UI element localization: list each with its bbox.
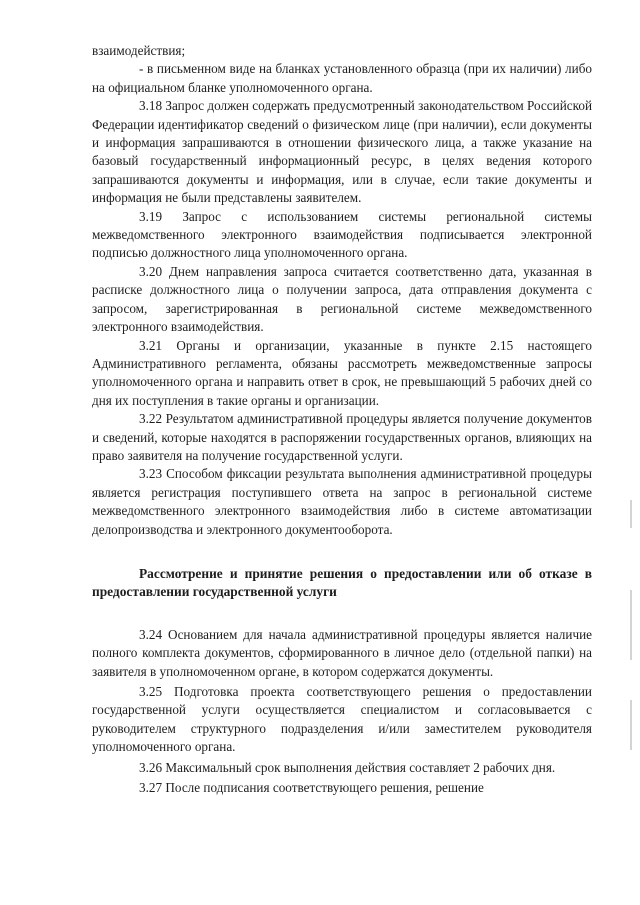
- section-heading: Рассмотрение и принятие решения о предоставлении или об отказе в предоставлении государственной услуги: [92, 565, 592, 600]
- paragraph-continuation: взаимодействия;: [92, 43, 186, 58]
- paragraph-list-item: - в письменном виде на бланках установленного образца (при их наличии) либо на официальном бланке уполномоченного органа.: [92, 61, 592, 95]
- paragraph-3-21: 3.21 Органы и организации, указанные в пункте 2.15 настоящего Административного регламента, обязаны рассмотреть межведомственные запросы уполномоченного органа и направить ответ в срок, не превышающий 5 рабочих дней со дня их поступления в такие органы и организации.: [92, 337, 592, 408]
- paragraph-3-23: 3.23 Способом фиксации результата выполнения административной процедуры является регистрация поступившего ответа на запрос в региональной системе межведомственного электронного взаимодействия либо в системе автоматизации делопроизводства и электронного документооборота.: [92, 466, 592, 537]
- paragraph-3-18: 3.18 Запрос должен содержать предусмотренный законодательством Российской Федерации идентификатор сведений о физическом лице (при наличии), если документы и информация запрашиваются в отношении физического лица, а также указание на базовый государственный информационный ресурс, в целях ведения которого запрашиваются документы и информация, или в случае, если такие документы и информация не были представлены заявителем.: [92, 98, 592, 206]
- paragraph-3-26: 3.26 Максимальный срок выполнения действия составляет 2 рабочих дня.: [139, 759, 556, 775]
- paragraph-3-25: 3.25 Подготовка проекта соответствующего решения о предоставлении государственной услуги осуществляется специалистом и согласовывается с руководителем структурного подразделения и/или заместителем руководителя уполномоченного органа.: [92, 684, 592, 755]
- paragraph-3-27: 3.27 После подписания соответствующего решения, решение: [139, 780, 484, 796]
- page-text: [92, 42, 592, 797]
- paragraph-3-22: 3.22 Результатом административной процедуры является получение документов и сведений, которые находятся в распоряжении государственных органов, влияющих на право заявителя на получение государственной услуги.: [92, 411, 592, 463]
- scan-edge-marks: [630, 0, 634, 905]
- scan-mark: [630, 500, 632, 528]
- paragraph-3-19: 3.19 Запрос с использованием системы региональной системы межведомственного электронного взаимодействия подписывается электронной подписью должностного лица уполномоченного органа.: [92, 208, 592, 261]
- scan-mark: [630, 590, 632, 660]
- scan-mark: [630, 700, 632, 750]
- paragraph-3-20: 3.20 Днем направления запроса считается соответственно дата, указанная в расписке должностного лица о получении запроса, дата отправления документа с запросом, зарегистрированная в региональной системе межведомственного электронного взаимодействия.: [92, 263, 592, 335]
- paragraph-3-24: 3.24 Основанием для начала административной процедуры является наличие полного комплекта документов, сформированного в личное дело (отдельной папки) на заявителя в уполномоченном органе, в котором содержатся документы.: [92, 626, 592, 679]
